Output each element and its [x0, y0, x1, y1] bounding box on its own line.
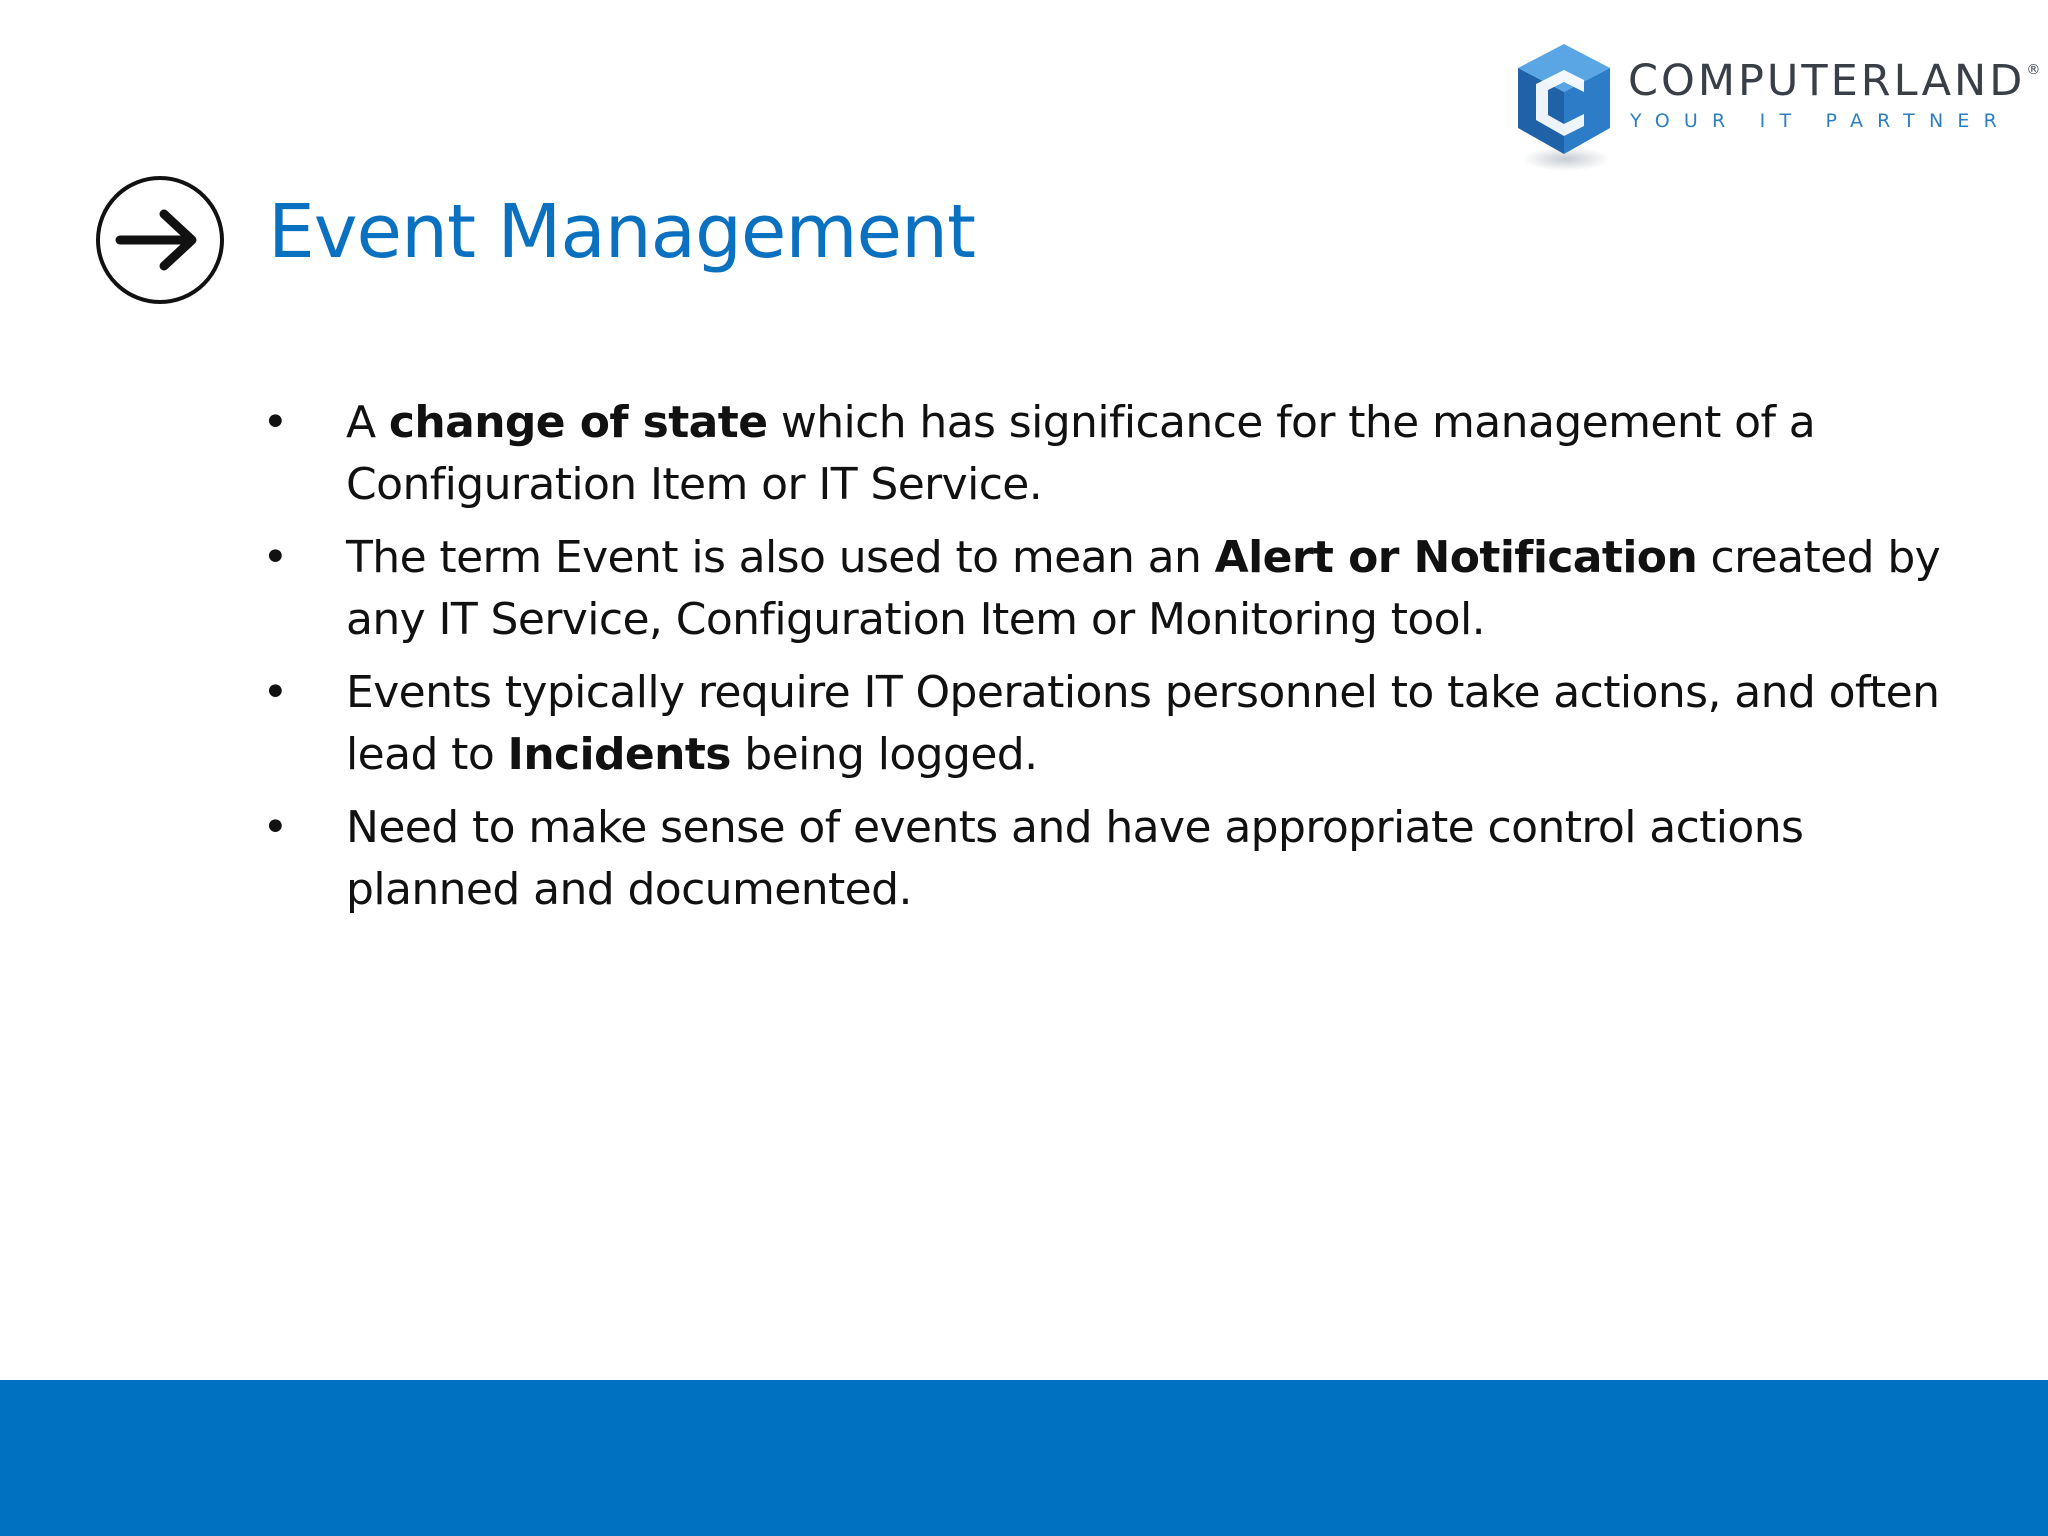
footer-bar — [0, 1380, 2048, 1536]
bullet-marker: • — [262, 532, 288, 583]
bullet-item — [262, 662, 1962, 786]
bullet-text: A — [346, 397, 389, 448]
computerland-logo — [1500, 36, 2044, 176]
logo-registered-mark: ® — [2026, 62, 2044, 78]
bullet-text: Events typically require IT Operations personnel to take actions, and often lead to — [346, 667, 1940, 780]
bullet-list — [262, 392, 1962, 932]
bullet-emphasis: change of state — [388, 397, 768, 448]
bullet-text: The term Event is also used to mean an — [346, 532, 1215, 583]
bullet-item — [262, 797, 1962, 921]
bullet-text: Need to make sense of events and have appropriate control actions planned and documented. — [346, 802, 1804, 915]
bullet-marker: • — [262, 667, 288, 718]
bullet-marker: • — [262, 802, 288, 853]
bullet-text: which has significance for the management of a Configuration Item or IT Service. — [346, 397, 1816, 510]
slide-title: Event Management — [268, 189, 975, 275]
bullet-text: being logged. — [730, 729, 1038, 780]
bullet-item — [262, 392, 1962, 516]
logo-name: COMPUTERLAND — [1628, 56, 2026, 106]
arrow-right-circle-icon — [94, 174, 226, 306]
logo-wordmark — [1628, 56, 2043, 106]
bullet-emphasis: Incidents — [507, 729, 731, 780]
computerland-cube-icon — [1500, 36, 1630, 176]
logo-tagline: YOUR IT PARTNER — [1630, 110, 2012, 132]
bullet-emphasis: Alert or Notification — [1214, 532, 1698, 583]
bullet-item — [262, 527, 1962, 651]
bullet-marker: • — [262, 397, 288, 448]
bullet-text: created by any IT Service, Configuration Item or Monitoring tool. — [346, 532, 1941, 645]
